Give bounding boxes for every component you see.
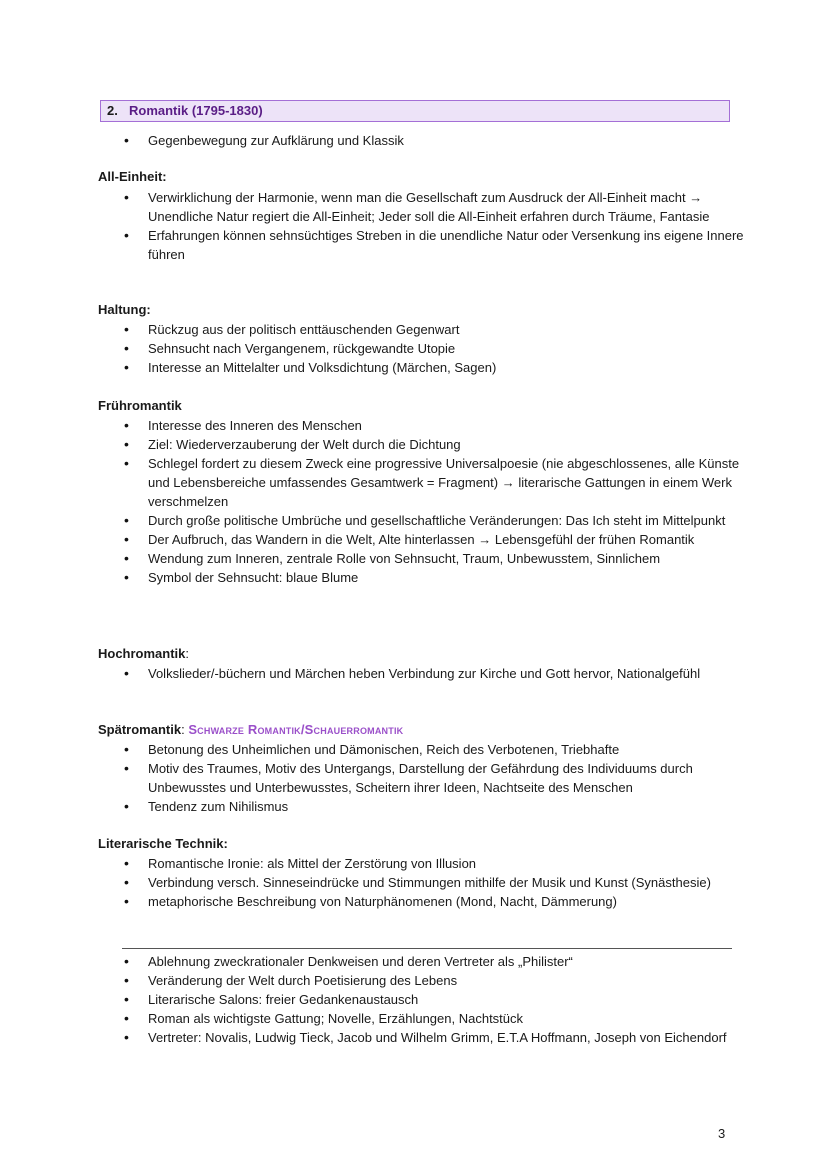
section-title-fruehromantik: Frühromantik — [98, 398, 182, 413]
list-item: • Romantische Ironie: als Mittel der Zerstörung von Illusion — [122, 854, 748, 873]
list-item: • Gegenbewegung zur Aufklärung und Klassik — [122, 131, 748, 150]
list-item: • Tendenz zum Nihilismus — [122, 797, 748, 816]
section-title-hochromantik — [98, 645, 189, 663]
list-item: • Wendung zum Inneren, zentrale Rolle von Sehnsucht, Traum, Unbewusstem, Sinnlichem — [122, 549, 748, 568]
section-title-haltung: Haltung: — [98, 302, 151, 317]
list-item: • Literarische Salons: freier Gedankenaustausch — [122, 990, 748, 1009]
technik-list — [122, 854, 748, 911]
list-item: • Sehnsucht nach Vergangenem, rückgewandte Utopie — [122, 339, 748, 358]
intro-list — [122, 131, 748, 150]
list-item: • Symbol der Sehnsucht: blaue Blume — [122, 568, 748, 587]
spaetromantik-title-suffix: : — [181, 722, 189, 737]
hochromantik-title-suffix: : — [185, 646, 190, 661]
heading-number: 2. — [107, 103, 118, 118]
haltung-list — [122, 320, 748, 377]
list-item: • Rückzug aus der politisch enttäuschenden Gegenwart — [122, 320, 748, 339]
list-item: • Volkslieder/-büchern und Märchen heben Verbindung zur Kirche und Gott hervor, Nationalgefühl — [122, 664, 748, 683]
list-item: • Ziel: Wiederverzauberung der Welt durch die Dichtung — [122, 435, 748, 454]
list-item: • Roman als wichtigste Gattung; Novelle, Erzählungen, Nachtstück — [122, 1009, 748, 1028]
list-item: • Motiv des Traumes, Motiv des Untergangs, Darstellung der Gefährdung des Individuums durch Unbewusstes und Unterbewusstes, Scheitern ihrer Ideen, Nachtseite des Menschen — [122, 759, 748, 797]
list-item: • Erfahrungen können sehnsüchtiges Streben in die unendliche Natur oder Versenkung ins eigene Innere führen — [122, 226, 748, 264]
list-item: • Der Aufbruch, das Wandern in die Welt, Alte hinterlassen → Lebensgefühl der frühen Romantik — [122, 530, 748, 549]
section-title-technik: Literarische Technik: — [98, 836, 228, 851]
list-item: • Vertreter: Novalis, Ludwig Tieck, Jacob und Wilhelm Grimm, E.T.A Hoffmann, Joseph von Eichendorf — [122, 1028, 748, 1047]
list-item: • Verbindung versch. Sinneseindrücke und Stimmungen mithilfe der Musik und Kunst (Synästhesie) — [122, 873, 748, 892]
list-item: • Durch große politische Umbrüche und gesellschaftliche Veränderungen: Das Ich steht im Mittelpunkt — [122, 511, 748, 530]
list-item: • Interesse des Inneren des Menschen — [122, 416, 748, 435]
divider-line — [122, 948, 732, 949]
fruehromantik-list — [122, 416, 748, 587]
all-einheit-list — [122, 188, 748, 264]
hochromantik-list — [122, 664, 748, 683]
list-item: • metaphorische Beschreibung von Naturphänomenen (Mond, Nacht, Dämmerung) — [122, 892, 748, 911]
section-title-all-einheit: All-Einheit: — [98, 169, 167, 184]
spaetromantik-subtitle: Schwarze Romantik/Schauerromantik — [188, 722, 404, 737]
spaetromantik-title: Spätromantik — [98, 722, 182, 737]
list-item: • Interesse an Mittelalter und Volksdichtung (Märchen, Sagen) — [122, 358, 748, 377]
list-item: • Schlegel fordert zu diesem Zweck eine progressive Universalpoesie (nie abgeschlossenes, alle Künste und Lebensbereiche umfassendes Gesamtwerk = Fragment) → literarische Gattungen in einem Werk verschmelzen — [122, 454, 748, 511]
section-heading — [100, 100, 730, 122]
list-item: • Veränderung der Welt durch Poetisierung des Lebens — [122, 971, 748, 990]
section-title-spaetromantik — [98, 721, 403, 739]
page-number: 3 — [718, 1126, 726, 1141]
spaetromantik-list — [122, 740, 748, 816]
heading-title: Romantik (1795-1830) — [129, 103, 263, 118]
list-item: • Verwirklichung der Harmonie, wenn man die Gesellschaft zum Ausdruck der All-Einheit macht → Unendliche Natur regiert die All-Einheit; Jeder soll die All-Einheit erfahren durch Träume, Fantasie — [122, 188, 748, 226]
list-item: • Ablehnung zweckrationaler Denkweisen und deren Vertreter als „Philister“ — [122, 952, 748, 971]
allgemein-list — [122, 952, 748, 1047]
list-item: • Betonung des Unheimlichen und Dämonischen, Reich des Verbotenen, Triebhafte — [122, 740, 748, 759]
hochromantik-title: Hochromantik — [98, 646, 186, 661]
